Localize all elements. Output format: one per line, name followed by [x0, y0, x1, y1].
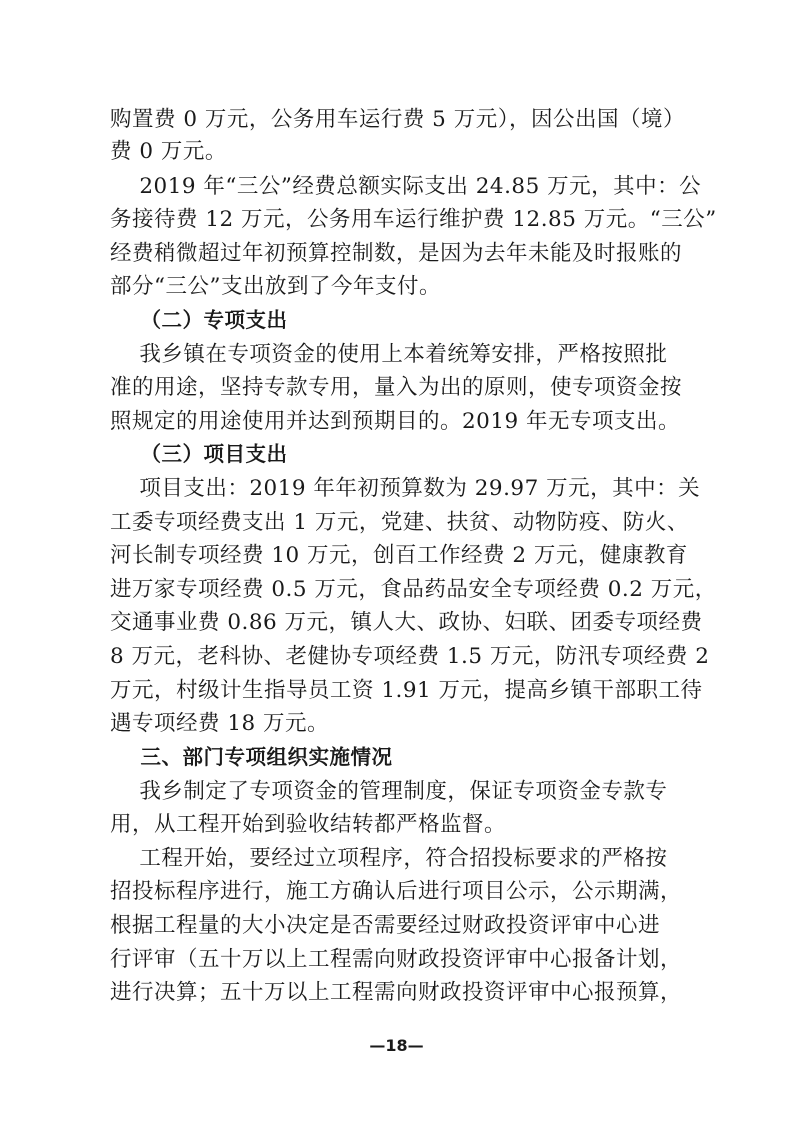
text-line: 8 万元，老科协、老健协专项经费 1.5 万元，防汛专项经费 2	[110, 644, 710, 669]
text-line: 行评审（五十万以上工程需向财政投资评审中心报备计划，	[110, 947, 683, 972]
section-heading: 三、部门专项组织实施情况	[110, 745, 393, 769]
text-line: 费 0 万元。	[110, 139, 227, 164]
text-line: 工委专项经费支出 1 万元，党建、扶贫、动物防疫、防火、	[110, 510, 689, 535]
text-line: 招投标程序进行，施工方确认后进行项目公示，公示期满，	[110, 879, 683, 904]
text-line: 工程开始，要经过立项程序，符合招投标要求的严格按	[110, 846, 668, 871]
page-number: —18—	[369, 1036, 424, 1055]
text-line: 根据工程量的大小决定是否需要经过财政投资评审中心进	[110, 913, 661, 938]
text-line: 我乡镇在专项资金的使用上本着统筹安排，严格按照批	[110, 342, 668, 367]
text-line: 进万家专项经费 0.5 万元，食品药品安全专项经费 0.2 万元，	[110, 577, 717, 602]
text-line: 部分“三公”支出放到了今年支付。	[110, 274, 441, 299]
text-line: 交通事业费 0.86 万元，镇人大、政协、妇联、团委专项经费	[110, 610, 703, 635]
text-line: 准的用途，坚持专款专用，量入为出的原则，使专项资金按	[110, 375, 683, 400]
text-line: 万元，村级计生指导员工资 1.91 万元，提高乡镇干部职工待	[110, 678, 703, 703]
section-heading: （三）项目支出	[110, 442, 288, 466]
text-line: 用，从工程开始到验收结转都严格监督。	[110, 812, 507, 837]
text-line: 我乡制定了专项资金的管理制度，保证专项资金专款专	[110, 779, 668, 804]
text-line: 经费稍微超过年初预算控制数，是因为去年未能及时报账的	[110, 241, 683, 266]
text-line: 照规定的用途使用并达到预期目的。2019 年无专项支出。	[110, 409, 681, 434]
text-line: 2019 年“三公”经费总额实际支出 24.85 万元，其中：公	[110, 174, 702, 199]
text-line: 项目支出：2019 年年初预算数为 29.97 万元，其中：关	[110, 476, 701, 501]
text-line: 河长制专项经费 10 万元，创百工作经费 2 万元，健康教育	[110, 543, 688, 568]
text-line: 务接待费 12 万元，公务用车运行维护费 12.85 万元。“三公”	[110, 207, 717, 232]
text-line: 进行决算；五十万以上工程需向财政投资评审中心报预算，	[110, 980, 683, 1005]
text-line: 遇专项经费 18 万元。	[110, 711, 330, 736]
section-heading: （二）专项支出	[110, 308, 288, 332]
text-line: 购置费 0 万元，公务用车运行费 5 万元），因公出国（境）	[110, 107, 685, 132]
